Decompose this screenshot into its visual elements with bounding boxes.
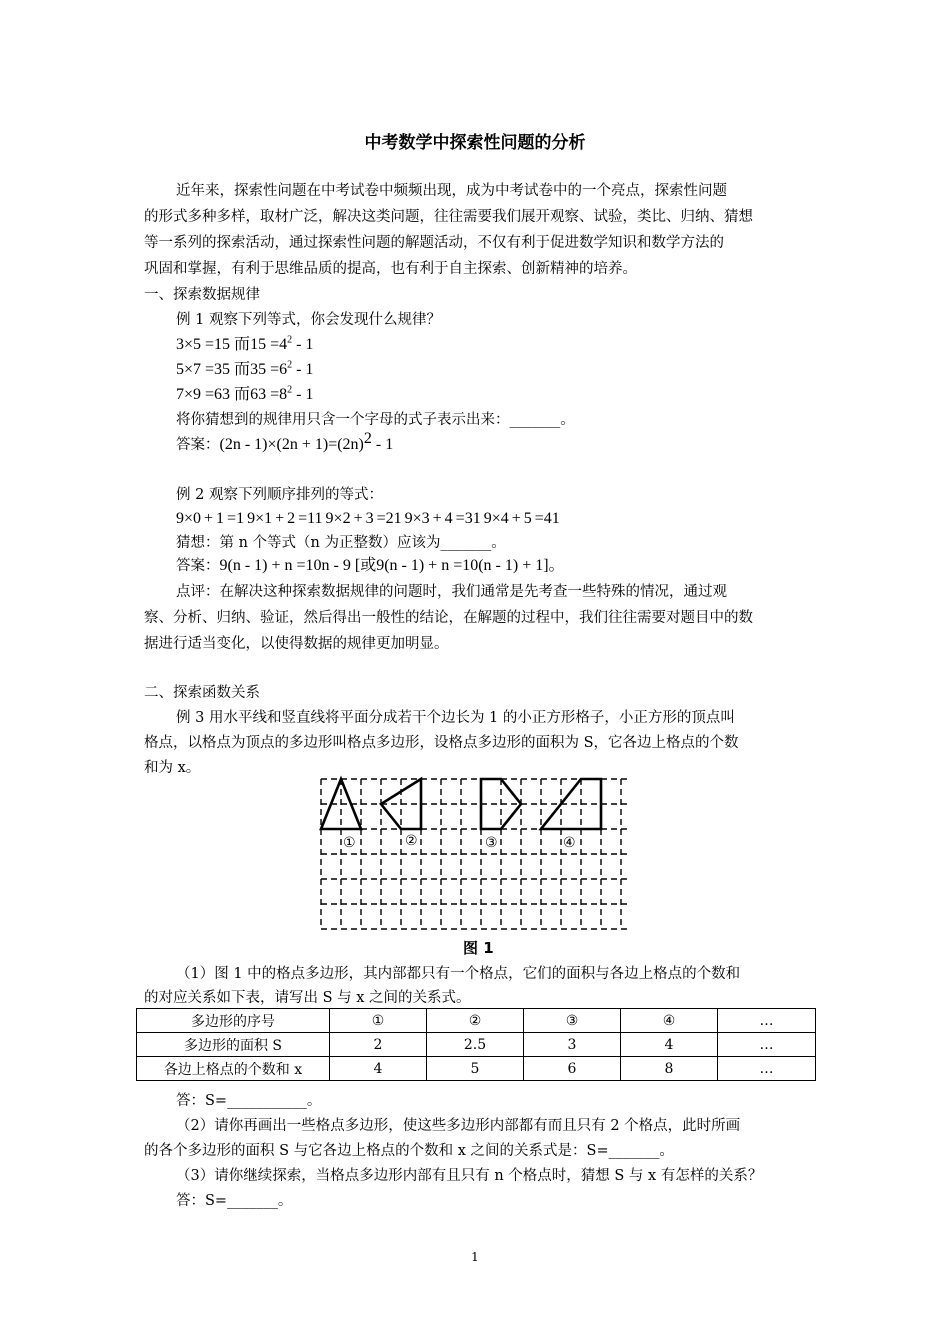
page-number: 1	[471, 1250, 479, 1264]
table-cell: ②	[427, 1009, 524, 1033]
example2-question: 猜想：第 n 个等式（n 为正整数）应该为_______。	[176, 535, 506, 551]
table-cell: …	[718, 1033, 816, 1057]
table-cell: …	[718, 1057, 816, 1081]
example2-title: 例 2 观察下列顺序排列的等式：	[176, 487, 383, 503]
example1-question: 将你猜想到的规律用只含一个字母的式子表示出来：_______。	[176, 412, 575, 428]
table-cell: 6	[524, 1057, 621, 1081]
table-cell: ③	[524, 1009, 621, 1033]
example1-answer: 答案：$(2n - 1)\times(2n + 1)=(2n)^2 - 1$	[176, 430, 394, 453]
intro-line-2: 的形式多种多样，取材广泛，解决这类问题，往往需要我们展开观察、试验，类比、归纳、猜想	[144, 209, 753, 225]
example1-equation-2: 5×7 =35 而$35 =6^2 - 1$	[176, 359, 314, 378]
example1-title: 例 1 观察下列等式，你会发现什么规律？	[176, 312, 441, 328]
table-cell: 多边形的面积 S	[137, 1033, 330, 1057]
example3-line-1: 例 3 用水平线和竖直线将平面分成若干个边长为 1 的小正方形格子，小正方形的顶点叫	[176, 710, 735, 726]
lattice-figure	[315, 775, 637, 957]
table-row	[137, 1033, 816, 1057]
figure-label-4: ④	[563, 835, 576, 851]
question2-line-2: 的各个多边形的面积 S 与它各边上格点的个数和 x 之间的关系式是：S=_______。	[144, 1143, 674, 1159]
table-cell: 2	[330, 1033, 427, 1057]
question3: （3）请你继续探索，当格点多边形内部有且只有 n 个格点时，猜想 S 与 x 有怎样的关系？	[176, 1168, 763, 1184]
comment-line-1: 点评：在解决这种探索数据规律的问题时，我们通常是先考查一些特殊的情况，通过观	[176, 584, 727, 600]
table-cell: 2.5	[427, 1033, 524, 1057]
table-cell: 多边形的序号	[137, 1009, 330, 1033]
table-cell: 4	[621, 1033, 718, 1057]
figure-label-2: ②	[405, 833, 418, 849]
table-cell: 5	[427, 1057, 524, 1081]
example1-equation-3: 7×9 =63 而$63 =8^2 - 1$	[176, 384, 314, 403]
table-cell: 各边上格点的个数和 x	[137, 1057, 330, 1081]
section1-heading: 一、探索数据规律	[144, 287, 260, 303]
figure-label-3: ③	[485, 835, 498, 851]
example3-line-2: 格点，以格点为顶点的多边形叫格点多边形，设格点多边形的面积为 S，它各边上格点的个数	[144, 735, 739, 751]
example2-answer: 答案：9(n - 1) + n =10n - 9 [或9(n - 1) + n =10(n - 1) + 1]。	[176, 557, 565, 574]
figure-label-1: ①	[343, 835, 356, 851]
figure-caption: 图 1	[463, 939, 494, 957]
question1-line-1: （1）图 1 中的格点多边形，其内部都只有一个格点，它们的面积与各边上格点的个数和	[176, 966, 741, 982]
table-cell: ④	[621, 1009, 718, 1033]
table-cell: 3	[524, 1033, 621, 1057]
table-cell: ①	[330, 1009, 427, 1033]
answer1: 答：S=___________。	[176, 1093, 322, 1109]
table-cell: 8	[621, 1057, 718, 1081]
example3-line-3: 和为 x。	[144, 760, 201, 776]
table-cell: …	[718, 1009, 816, 1033]
comment-line-3: 据进行适当变化，以使得数据的规律更加明显。	[144, 636, 449, 652]
intro-line-1: 近年来，探索性问题在中考试卷中频频出现，成为中考试卷中的一个亮点，探索性问题	[176, 183, 727, 199]
question2-line-1: （2）请你再画出一些格点多边形，使这些多边形内部都有而且只有 2 个格点，此时所画	[176, 1118, 741, 1134]
question1-line-2: 的对应关系如下表，请写出 S 与 x 之间的关系式。	[144, 990, 471, 1006]
answer3: 答：S=_______。	[176, 1193, 293, 1209]
table-cell: 4	[330, 1057, 427, 1081]
example2-equations: 9×0 + 1 =1 9×1 + 2 =11 9×2 + 3 =21 9×3 + 4 =31 9×4 + 5 =41	[176, 510, 560, 527]
section2-heading: 二、探索函数关系	[144, 685, 260, 701]
table-row	[137, 1009, 816, 1033]
area-table	[136, 1008, 816, 1081]
page-title: 中考数学中探索性问题的分析	[364, 133, 586, 153]
comment-line-2: 察、分析、归纳、验证，然后得出一般性的结论，在解题的过程中，我们往往需要对题目中的数	[144, 610, 753, 626]
example1-equation-1: 3×5 =15 而$15 =4^2 - 1$	[176, 334, 314, 353]
table-row	[137, 1057, 816, 1081]
intro-line-4: 巩固和掌握，有利于思维品质的提高，也有利于自主探索、创新精神的培养。	[144, 261, 637, 277]
intro-line-3: 等一系列的探索活动，通过探索性问题的解题活动，不仅有利于促进数学知识和数学方法的	[144, 235, 724, 251]
